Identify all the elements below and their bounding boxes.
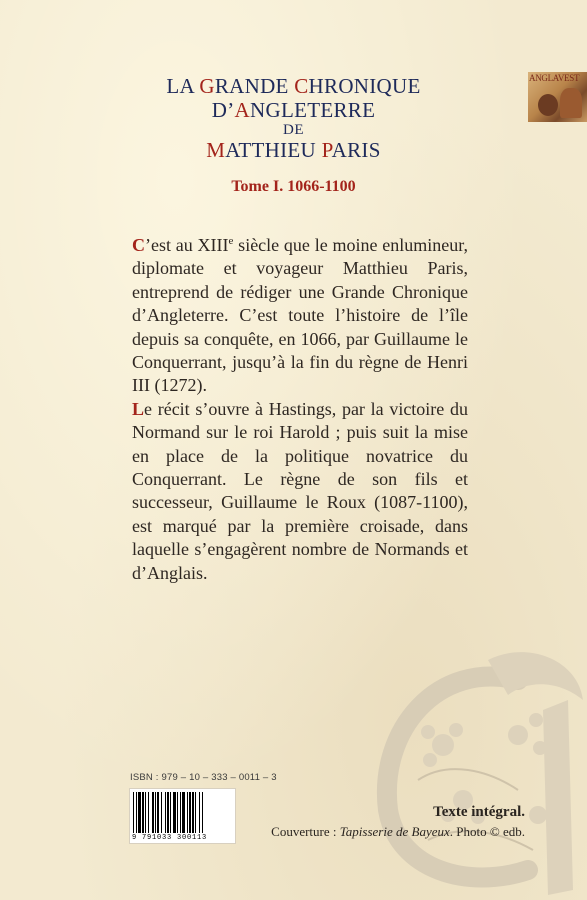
barcode-number: 9 791033 300113 — [132, 834, 208, 842]
barcode-bar — [189, 792, 191, 833]
paragraph-text: ’est au XIII — [145, 235, 229, 255]
barcode-bar — [187, 792, 188, 833]
barcode-bar — [165, 792, 166, 833]
barcode-bar — [142, 792, 144, 833]
barcode — [129, 788, 236, 844]
tome-subtitle: Tome I. 1066-1100 — [231, 178, 356, 195]
title-initial: A — [234, 98, 251, 122]
isbn-label: ISBN : 979 – 10 – 333 – 0011 – 3 — [130, 772, 277, 783]
barcode-bar — [145, 792, 146, 833]
title-line-1 — [0, 74, 587, 99]
title-initial: P — [321, 138, 332, 162]
title-text: NGLETERRE — [250, 98, 376, 122]
title-line-4 — [0, 138, 587, 163]
title-initial: C — [294, 74, 309, 98]
credit-text: Couverture : — [271, 824, 340, 839]
superscript: e — [228, 235, 234, 247]
title-text: D’ — [211, 98, 235, 122]
drop-cap: C — [132, 235, 145, 255]
barcode-bar — [182, 792, 185, 833]
barcode-bar — [161, 792, 162, 833]
credit-title: Tapisserie de Bayeux — [339, 824, 450, 839]
title-text: LA — [166, 74, 200, 98]
barcode-bar — [173, 792, 176, 833]
barcode-bar — [170, 792, 171, 833]
barcode-bar — [148, 792, 149, 833]
title-initial: M — [206, 138, 226, 162]
barcode-bar — [177, 792, 178, 833]
barcode-bar — [136, 792, 137, 833]
cover-credit — [271, 824, 525, 840]
title-text: RANDE — [214, 74, 295, 98]
title-text: ATTHIEU — [225, 138, 322, 162]
credit-text: . Photo © edb. — [449, 824, 525, 839]
barcode-bar — [199, 792, 200, 833]
blurb-paragraph-1 — [132, 234, 468, 398]
decorative-initial-ornament-icon — [368, 640, 587, 900]
barcode-bar — [138, 792, 141, 833]
title-line-3: DE — [283, 122, 304, 138]
barcode-bar — [180, 792, 181, 833]
barcode-bar — [133, 792, 134, 833]
paragraph-text: siècle que le moine enlumineur, diplomate et voyageur Matthieu Paris, entreprend de rédiger une Grande Chronique d’Angleterre. C’est toute l’histoire de l’île depuis sa conquête, en 1066, par Guillaume le Conquerrant, jusqu’à la fin du règne de Henri III (1272). — [132, 235, 468, 396]
thumbnail-caption: ANGLAVEST — [529, 73, 580, 83]
barcode-bar — [202, 792, 203, 833]
barcode-bar — [152, 792, 154, 833]
title-initial: G — [199, 74, 215, 98]
barcode-bar — [192, 792, 194, 833]
title-text: HRONIQUE — [308, 74, 421, 98]
barcode-bar — [167, 792, 169, 833]
drop-cap: L — [132, 398, 145, 419]
blurb — [132, 234, 468, 585]
barcode-bar — [155, 792, 156, 833]
full-text-note: Texte intégral. — [433, 804, 525, 820]
title-line-2 — [0, 98, 587, 123]
barcode-bar — [195, 792, 196, 833]
barcode-bar — [157, 792, 159, 833]
title-text: ARIS — [331, 138, 381, 162]
paragraph-text: e récit s’ouvre à Hastings, par la victoire du Normand sur le roi Harold ; puis suit la mise en place de la politique novatrice du Conquerrant. Le règne de son fils et successeur, Guillaume le Roux (1087-1100), est marqué par la première croisade, dans laquelle s’engagèrent nombre de Normands et d’Anglais. — [132, 398, 468, 583]
blurb-paragraph-2 — [132, 398, 468, 585]
